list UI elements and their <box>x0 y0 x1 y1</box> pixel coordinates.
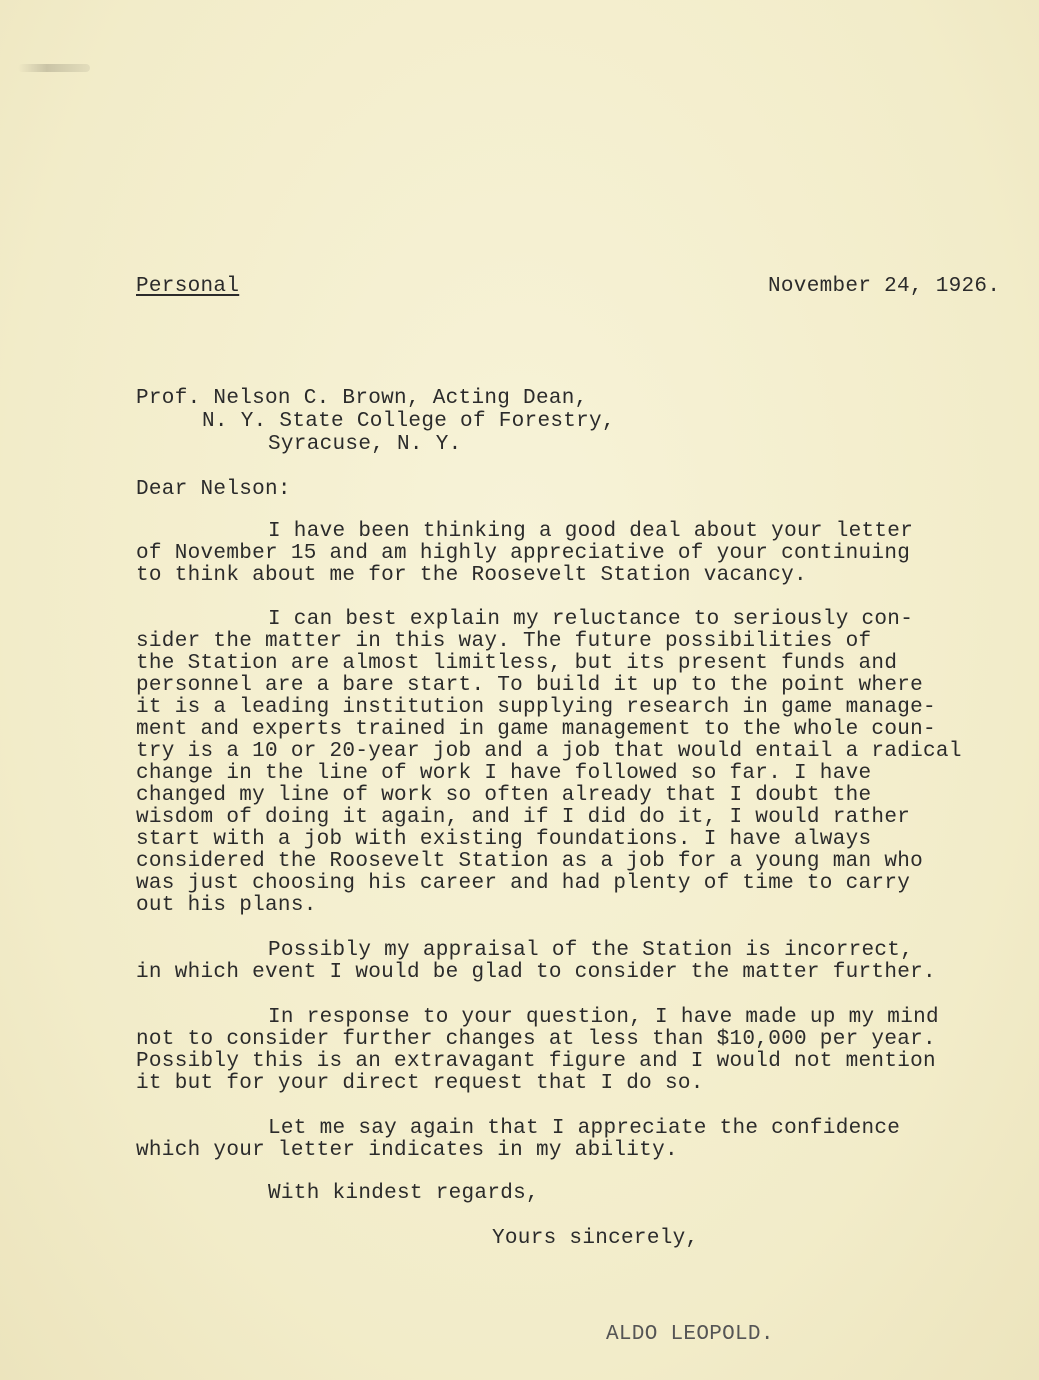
paragraph-line: I have been thinking a good deal about your letter <box>268 520 914 543</box>
salutation: Dear Nelson: <box>136 478 291 501</box>
paragraph-line: out his plans. <box>136 894 317 917</box>
paragraph-line: personnel are a bare start. To build it up to the point where <box>136 674 924 697</box>
recipient-line: Prof. Nelson C. Brown, Acting Dean, <box>136 387 588 410</box>
paragraph-line: it but for your direct request that I do so. <box>136 1072 704 1095</box>
paragraph-line: which your letter indicates in my ability. <box>136 1139 678 1162</box>
paragraph-line: sider the matter in this way. The future possibilities of <box>136 630 872 653</box>
paragraph-line: try is a 10 or 20-year job and a job that would entail a radical <box>136 740 962 763</box>
paragraph-line: it is a leading institution supplying research in game manage- <box>136 696 936 719</box>
paper-smudge <box>18 64 90 72</box>
paragraph-line: I can best explain my reluctance to seriously con- <box>268 608 914 631</box>
paragraph-line: to think about me for the Roosevelt Station vacancy. <box>136 564 807 587</box>
paragraph-line: start with a job with existing foundations. I have always <box>136 828 872 851</box>
paragraph-line: in which event I would be glad to consider the matter further. <box>136 961 936 984</box>
closing-sincerely: Yours sincerely, <box>492 1227 699 1250</box>
paragraph-line: changed my line of work so often already that I doubt the <box>136 784 872 807</box>
paragraph-line: not to consider further changes at less than $10,000 per year. <box>136 1028 936 1051</box>
paragraph-line: Possibly my appraisal of the Station is incorrect, <box>268 939 914 962</box>
letter-date: November 24, 1926. <box>768 275 1001 298</box>
recipient-line: N. Y. State College of Forestry, <box>202 410 615 433</box>
personal-label: Personal <box>136 275 240 298</box>
paragraph-line: change in the line of work I have followed so far. I have <box>136 762 872 785</box>
paragraph-line: the Station are almost limitless, but its present funds and <box>136 652 898 675</box>
recipient-line: Syracuse, N. Y. <box>268 433 462 456</box>
paragraph-line: of November 15 and am highly appreciative of your continuing <box>136 542 911 565</box>
paragraph-line: considered the Roosevelt Station as a job for a young man who <box>136 850 924 873</box>
closing-regards: With kindest regards, <box>268 1182 539 1205</box>
paragraph-line: wisdom of doing it again, and if I did do it, I would rather <box>136 806 911 829</box>
paragraph-line: Possibly this is an extravagant figure and I would not mention <box>136 1050 936 1073</box>
paragraph-line: was just choosing his career and had plenty of time to carry <box>136 872 911 895</box>
paragraph-line: In response to your question, I have made up my mind <box>268 1006 939 1029</box>
signature-name: ALDO LEOPOLD. <box>606 1323 774 1346</box>
paragraph-line: ment and experts trained in game management to the whole coun- <box>136 718 936 741</box>
paragraph-line: Let me say again that I appreciate the confidence <box>268 1117 901 1140</box>
